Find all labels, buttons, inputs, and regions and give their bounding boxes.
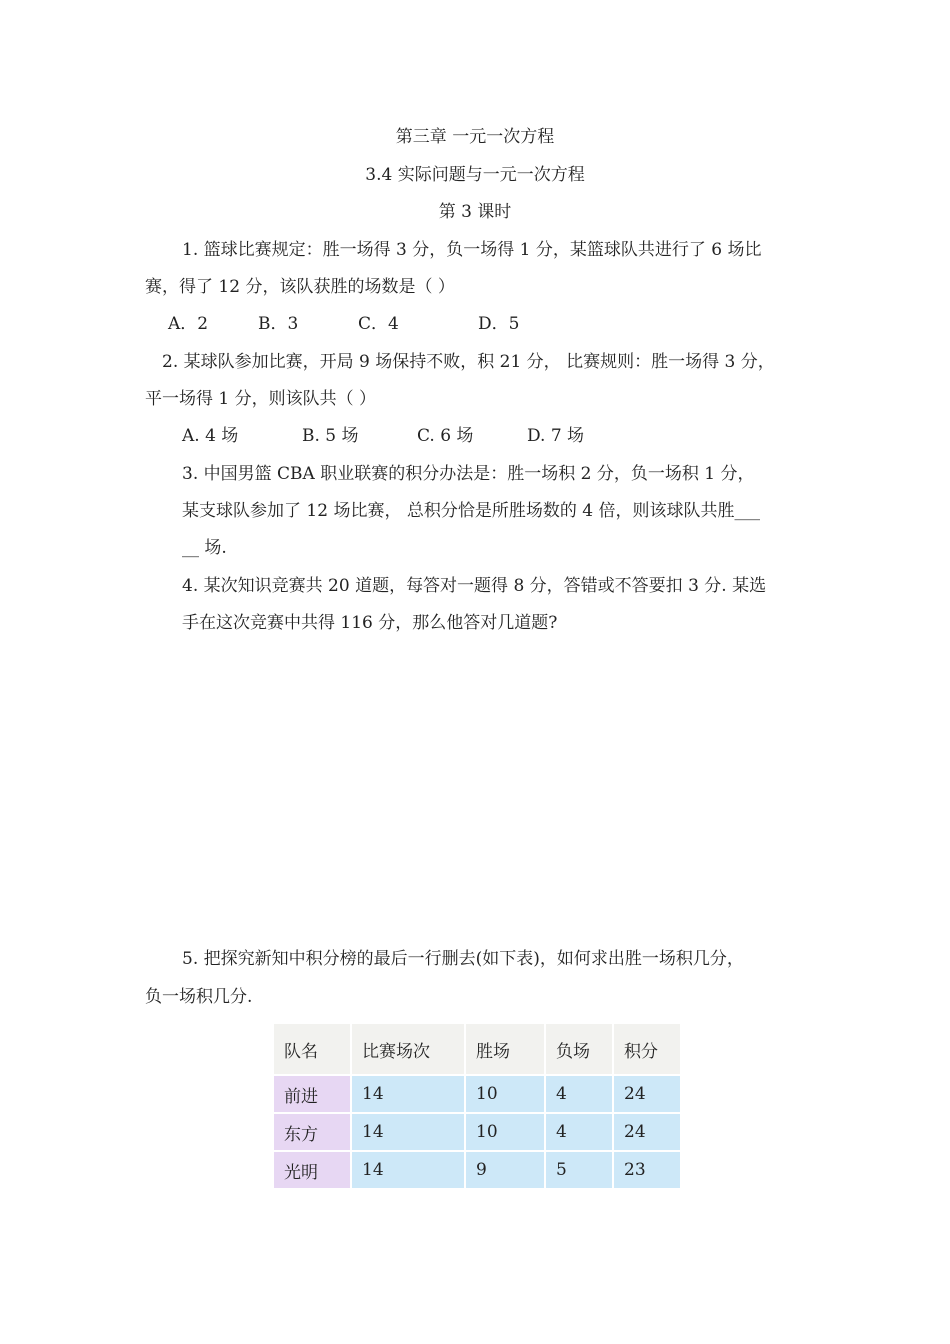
q3-text-line1: 3. 中国男篮 CBA 职业联赛的积分办法是：胜一场积 2 分，负一场积 1 分， [182, 464, 755, 484]
wins-cell: 10 [465, 1113, 545, 1151]
games-cell: 14 [351, 1113, 465, 1151]
team-name-cell: 光明 [273, 1151, 351, 1189]
q5-text-line2: 负一场积几分. [145, 987, 253, 1007]
q3-text-line2: 某支球队参加了 12 场比赛， 总积分恰是所胜场数的 4 倍，则该球队共胜___ [182, 501, 760, 521]
games-cell: 14 [351, 1151, 465, 1189]
points-cell: 24 [613, 1113, 681, 1151]
q4-text-line1: 4. 某次知识竞赛共 20 道题，每答对一题得 8 分，答错或不答要扣 3 分. 某选 [182, 576, 767, 596]
wins-cell: 9 [465, 1151, 545, 1189]
team-name-cell: 前进 [273, 1075, 351, 1113]
lesson-title: 第 3 课时 [438, 202, 512, 222]
points-cell: 23 [613, 1151, 681, 1189]
points-cell: 24 [613, 1075, 681, 1113]
header-wins: 胜场 [465, 1023, 545, 1075]
q2-option-d: D. 7 场 [527, 426, 585, 446]
header-games-played: 比赛场次 [351, 1023, 465, 1075]
q4-text-line2: 手在这次竞赛中共得 116 分，那么他答对几道题? [182, 613, 558, 633]
losses-cell: 4 [545, 1113, 613, 1151]
q1-text-line1: 1. 篮球比赛规定：胜一场得 3 分，负一场得 1 分，某篮球队共进行了 6 场比 [182, 240, 762, 260]
table-row [273, 1075, 681, 1113]
q5-text-line1: 5. 把探究新知中积分榜的最后一行删去(如下表)，如何求出胜一场积几分， [182, 949, 744, 969]
header-team-name: 队名 [273, 1023, 351, 1075]
table-row [273, 1151, 681, 1189]
header-losses: 负场 [545, 1023, 613, 1075]
q3-text-line3: __ 场. [182, 538, 227, 558]
q2-option-b: B. 5 场 [302, 426, 359, 446]
q2-options [182, 424, 584, 448]
q2-option-c: C. 6 场 [417, 426, 474, 446]
q1-options [168, 312, 519, 336]
q2-text-line2: 平一场得 1 分，则该队共（ ） [145, 389, 377, 409]
q2-text-line1: 2. 某球队参加比赛，开局 9 场保持不败，积 21 分， 比赛规则：胜一场得 3 分， [162, 352, 775, 372]
losses-cell: 4 [545, 1075, 613, 1113]
losses-cell: 5 [545, 1151, 613, 1189]
header-points: 积分 [613, 1023, 681, 1075]
wins-cell: 10 [465, 1075, 545, 1113]
q1-option-d: D．5 [478, 314, 520, 334]
q1-option-c: C．4 [358, 314, 399, 334]
games-cell: 14 [351, 1075, 465, 1113]
chapter-title: 第三章 一元一次方程 [395, 127, 555, 147]
team-name-cell: 东方 [273, 1113, 351, 1151]
q1-option-a: A．2 [168, 314, 209, 334]
table-header-row [273, 1023, 681, 1075]
q1-text-line2: 赛，得了 12 分，该队获胜的场数是（ ） [145, 277, 455, 297]
table-row [273, 1113, 681, 1151]
q1-option-b: B．3 [258, 314, 299, 334]
section-title: 3.4 实际问题与一元一次方程 [365, 165, 585, 185]
standings-table [272, 1022, 682, 1190]
q2-option-a: A. 4 场 [182, 426, 239, 446]
